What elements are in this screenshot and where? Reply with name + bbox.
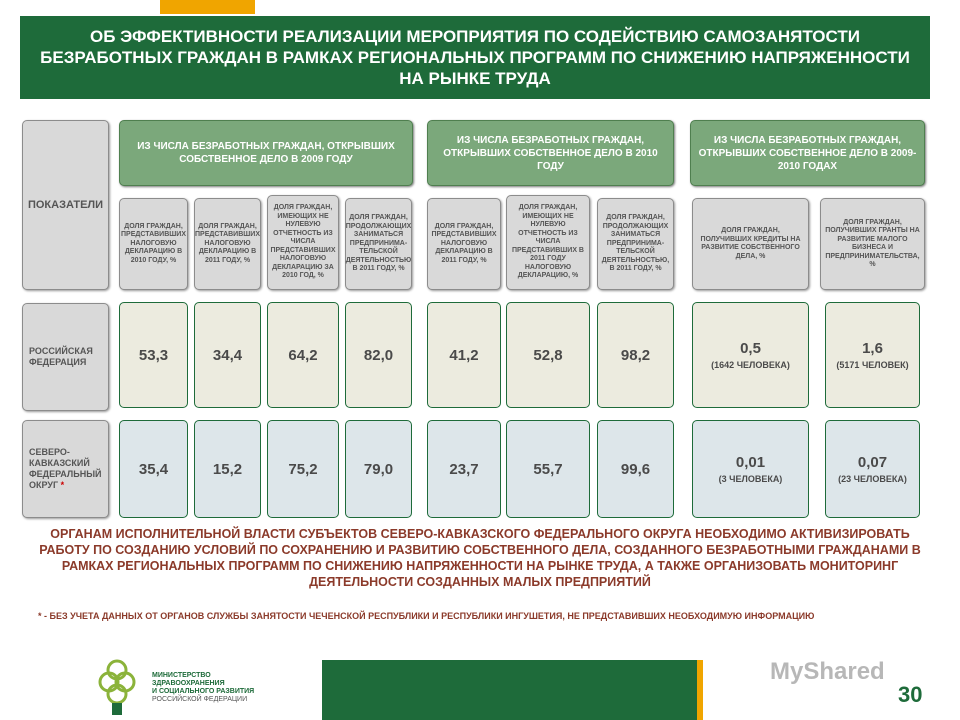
value-cell: 34,4: [194, 302, 261, 408]
ministry-line: РОССИЙСКОЙ ФЕДЕРАЦИИ: [152, 696, 248, 703]
grant-note: (23 ЧЕЛОВЕКА): [838, 474, 907, 484]
column-label: ДОЛЯ ГРАЖДАН, ПРОДОЛЖАЮЩИХ ЗАНИМАТЬСЯ ПРЕДПРИНИМА-ТЕЛЬСКОЙ ДЕЯТЕЛЬНОСТЬЮ, В 2011 ГОДУ, %: [597, 198, 674, 290]
value-cell: 52,8: [506, 302, 590, 408]
value-cell: 98,2: [597, 302, 674, 408]
group-header-2009: ИЗ ЧИСЛА БЕЗРАБОТНЫХ ГРАЖДАН, ОТКРЫВШИХ СОБСТВЕННОЕ ДЕЛО В 2009 ГОДУ: [119, 120, 413, 186]
column-label: ДОЛЯ ГРАЖДАН, ПОЛУЧИВШИХ КРЕДИТЫ НА РАЗВИТИЕ СОБСТВЕННОГО ДЕЛА, %: [692, 198, 809, 290]
column-label: ДОЛЯ ГРАЖДАН, ПРОДОЛЖАЮЩИХ ЗАНИМАТЬСЯ ПРЕДПРИНИМА-ТЕЛЬСКОЙ ДЕЯТЕЛЬНОСТЬЮ В 2011 ГОДУ, %: [345, 198, 412, 290]
footnote-marker: *: [60, 480, 65, 490]
credit-value: 0,01: [735, 454, 766, 471]
watermark: MyShared: [770, 658, 885, 685]
value-cell: 35,4: [119, 420, 188, 518]
indicators-label: ПОКАЗАТЕЛИ: [22, 120, 109, 290]
column-label: ДОЛЯ ГРАЖДАН, ИМЕЮЩИХ НЕ НУЛЕВУЮ ОТЧЕТНОСТЬ ИЗ ЧИСЛА ПРЕДСТАВИВШИХ В 2011 ГОДУ НАЛОГОВУЮ ДЕКЛАРАЦИЮ, %: [506, 195, 590, 290]
value-cell: 41,2: [427, 302, 501, 408]
row-label-nkfo-text: СЕВЕРО-КАВКАЗСКИЙ ФЕДЕРАЛЬНЫЙ ОКРУГ: [29, 447, 102, 490]
footnote-text: * - БЕЗ УЧЕТА ДАННЫХ ОТ ОРГАНОВ СЛУЖБЫ ЗАНЯТОСТИ ЧЕЧЕНСКОЙ РЕСПУБЛИКИ И РЕСПУБЛИКИ ИНГУШЕТИЯ, НЕ ПРЕДСТАВИВШИХ НЕОБХОДИМУЮ ИНФОРМАЦИЮ: [38, 611, 815, 621]
column-label: ДОЛЯ ГРАЖДАН, ПРЕДСТАВИВШИХ НАЛОГОВУЮ ДЕКЛАРАЦИЮ В 2011 ГОДУ, %: [427, 198, 501, 290]
page-number: 30: [898, 682, 923, 707]
value-cell: 23,7: [427, 420, 501, 518]
row-label-russia: РОССИЙСКАЯ ФЕДЕРАЦИЯ: [22, 303, 109, 411]
grant-cell-nkfo: [825, 420, 920, 518]
footer-green-bar: [322, 660, 697, 720]
ministry-name: [152, 672, 322, 704]
credit-cell-russia: [692, 302, 809, 408]
page-title: ОБ ЭФФЕКТИВНОСТИ РЕАЛИЗАЦИИ МЕРОПРИЯТИЯ ПО СОДЕЙСТВИЮ САМОЗАНЯТОСТИ БЕЗРАБОТНЫХ ГРАЖДАН В РАМКАХ РЕГИОНАЛЬНЫХ ПРОГРАММ ПО СНИЖЕНИЮ НАПРЯЖЕННОСТИ НА РЫНКЕ ТРУДА: [20, 16, 930, 99]
value-cell: 99,6: [597, 420, 674, 518]
value-cell: 64,2: [267, 302, 339, 408]
value-cell: 75,2: [267, 420, 339, 518]
column-label: ДОЛЯ ГРАЖДАН, ПРЕДСТАВИВШИХ НАЛОГОВУЮ ДЕКЛАРАЦИЮ В 2011 ГОДУ, %: [194, 198, 261, 290]
column-label: ДОЛЯ ГРАЖДАН, ПОЛУЧИВШИХ ГРАНТЫ НА РАЗВИТИЕ МАЛОГО БИЗНЕСА И ПРЕДПРИНИМАТЕЛЬСТВА, %: [820, 198, 925, 290]
ministry-line: ЗДРАВООХРАНЕНИЯ: [152, 680, 225, 687]
column-label: ДОЛЯ ГРАЖДАН, ИМЕЮЩИХ НЕ НУЛЕВУЮ ОТЧЕТНОСТЬ ИЗ ЧИСЛА ПРЕДСТАВИВШИХ НАЛОГОВУЮ ДЕКЛАРАЦИЮ ЗА 2010 ГОД, %: [267, 195, 339, 290]
grant-value: 0,07: [857, 454, 888, 471]
row-label-nkfo: [22, 420, 109, 518]
ministry-logo-icon: [95, 656, 140, 716]
credit-value: 0,5: [740, 340, 761, 357]
credit-note: (1642 ЧЕЛОВЕКА): [711, 360, 790, 370]
credit-note: (3 ЧЕЛОВЕКА): [718, 474, 783, 484]
grant-value: 1,6: [862, 340, 883, 357]
ministry-line: МИНИСТЕРСТВО: [152, 672, 211, 679]
footer-accent-bar: [697, 660, 703, 720]
column-label: ДОЛЯ ГРАЖДАН, ПРЕДСТАВИВШИХ НАЛОГОВУЮ ДЕКЛАРАЦИЮ В 2010 ГОДУ, %: [119, 198, 188, 290]
value-cell: 55,7: [506, 420, 590, 518]
conclusion-text: ОРГАНАМ ИСПОЛНИТЕЛЬНОЙ ВЛАСТИ СУБЪЕКТОВ СЕВЕРО-КАВКАЗСКОГО ФЕДЕРАЛЬНОГО ОКРУГА НЕОБХОДИМО АКТИВИЗИРОВАТЬ РАБОТУ ПО СОЗДАНИЮ УСЛОВИЙ ПО СОХРАНЕНИЮ И РАЗВИТИЮ СОБСТВЕННОГО ДЕЛА, СОЗДАННОГО БЕЗРАБОТНЫМИ ГРАЖДАНАМИ В РАМКАХ РЕГИОНАЛЬНЫХ ПРОГРАММ ПО СНИЖЕНИЮ НАПРЯЖЕННОСТИ НА РЫНКЕ ТРУДА, А ТАКЖЕ ОРГАНИЗОВАТЬ МОНИТОРИНГ ДЕЯТЕЛЬНОСТИ СОЗДАННЫХ МАЛЫХ ПРЕДПРИЯТИЙ: [39, 527, 921, 589]
grant-cell-russia: [825, 302, 920, 408]
ministry-line: И СОЦИАЛЬНОГО РАЗВИТИЯ: [152, 688, 255, 695]
grant-note: (5171 ЧЕЛОВЕК): [836, 360, 909, 370]
group-header-2009-2010: ИЗ ЧИСЛА БЕЗРАБОТНЫХ ГРАЖДАН, ОТКРЫВШИХ СОБСТВЕННОЕ ДЕЛО В 2009-2010 ГОДАХ: [690, 120, 925, 186]
value-cell: 79,0: [345, 420, 412, 518]
group-header-2010: ИЗ ЧИСЛА БЕЗРАБОТНЫХ ГРАЖДАН, ОТКРЫВШИХ СОБСТВЕННОЕ ДЕЛО В 2010 ГОДУ: [427, 120, 674, 186]
credit-cell-nkfo: [692, 420, 809, 518]
top-accent-bar: [160, 0, 255, 14]
value-cell: 82,0: [345, 302, 412, 408]
value-cell: 15,2: [194, 420, 261, 518]
value-cell: 53,3: [119, 302, 188, 408]
